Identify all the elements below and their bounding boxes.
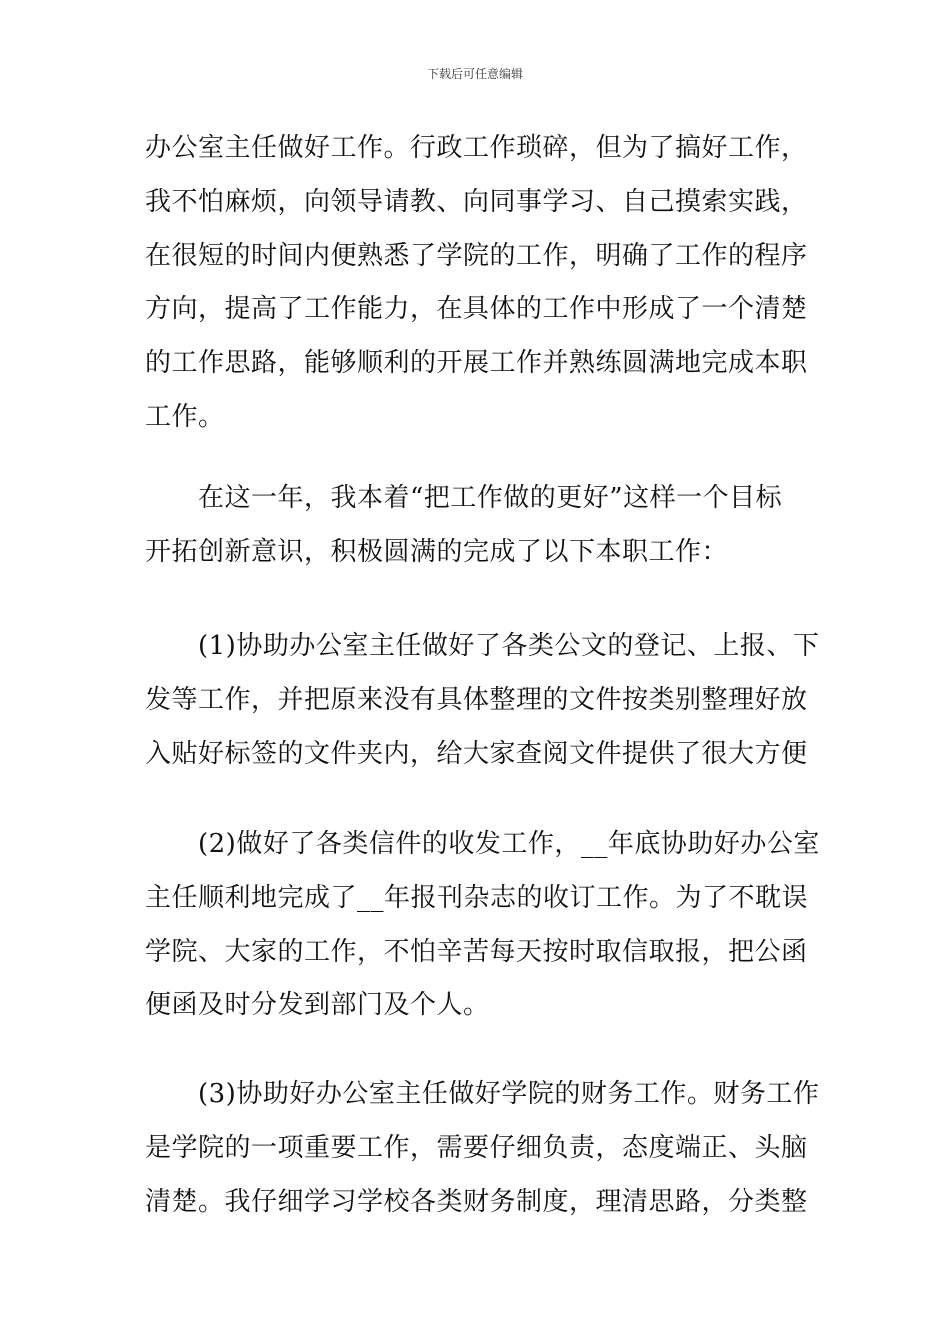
paragraph-line: 清楚。我仔细学习学校各类财务制度，理清思路，分类整 (145, 1186, 808, 1217)
paragraph-line: 工作。 (145, 401, 225, 432)
paragraph-line: 在这一年，我本着“把工作做的更好”这样一个目标 (198, 483, 783, 513)
paragraph-line: 的工作思路，能够顺利的开展工作并熟练圆满地完成本职 (145, 348, 808, 379)
paragraph-line: 便函及时分发到部门及个人。 (145, 990, 490, 1021)
paragraph-line: 入贴好标签的文件夹内，给大家查阅文件提供了很大方便 (145, 738, 808, 769)
paragraph-2 (145, 472, 807, 580)
paragraph-4 (145, 818, 820, 1033)
paragraph-line: 发等工作，并把原来没有具体整理的文件按类别整理好放 (145, 684, 808, 715)
paragraph-1 (145, 122, 807, 445)
paragraph-3 (145, 620, 820, 781)
paragraph-line: 我不怕麻烦，向领导请教、向同事学习、自己摸索实践， (145, 186, 808, 217)
paragraph-line: 在很短的时间内便熟悉了学院的工作，明确了工作的程序 (145, 240, 808, 271)
page-header: 下载后可任意编辑 (426, 67, 523, 81)
paragraph-line: 办公室主任做好工作。行政工作琐碎，但为了搞好工作， (145, 133, 808, 163)
paragraph-line: 主任顺利地完成了__年报刊杂志的收订工作。为了不耽误 (145, 882, 809, 913)
paragraph-line: 是学院的一项重要工作，需要仔细负责，态度端正、头脑 (145, 1132, 808, 1163)
paragraph-line: (3)协助好办公室主任做好学院的财务工作。财务工作 (198, 1079, 820, 1109)
paragraph-line: (2)做好了各类信件的收发工作，__年底协助好办公室 (198, 829, 820, 859)
paragraph-line: 学院、大家的工作，不怕辛苦每天按时取信取报，把公函 (145, 936, 808, 967)
paragraph-line: 方向，提高了工作能力，在具体的工作中形成了一个清楚 (145, 294, 808, 325)
paragraph-line: 开拓创新意识，积极圆满的完成了以下本职工作： (145, 536, 729, 567)
paragraph-5 (145, 1068, 820, 1229)
paragraph-line: (1)协助办公室主任做好了各类公文的登记、上报、下 (198, 631, 820, 661)
